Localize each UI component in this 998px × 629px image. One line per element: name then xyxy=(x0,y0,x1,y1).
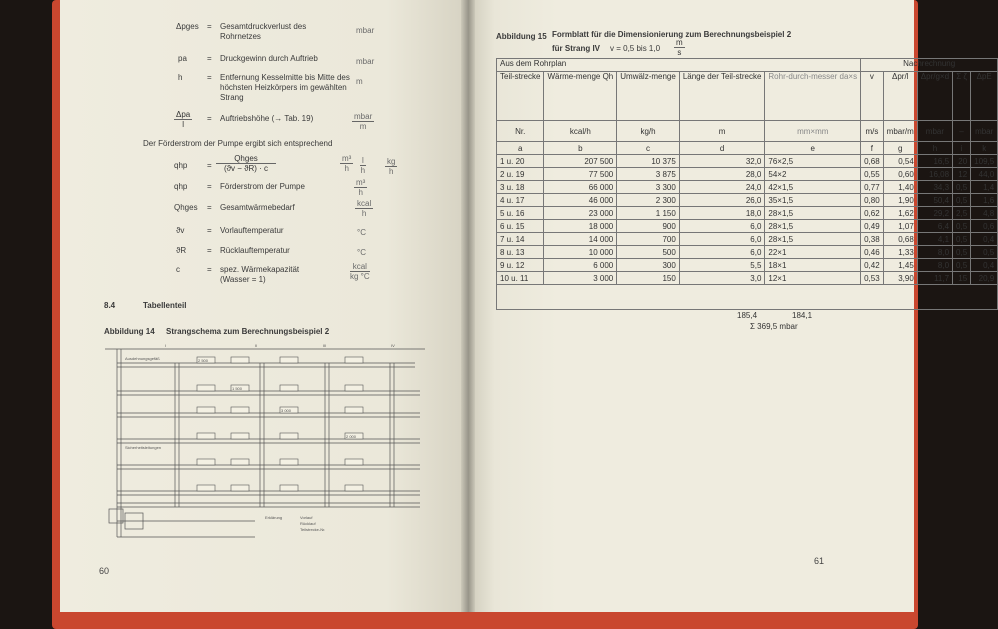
col-header: Teil-strecke xyxy=(497,72,544,121)
frac-num: Δpa xyxy=(176,110,191,119)
group-header-nachrechnung: Nachrechnung xyxy=(861,59,998,72)
table-cell: 3 u. 18 xyxy=(497,181,544,194)
sym-dp-ges: Δpges xyxy=(176,22,199,31)
frac-den: h xyxy=(358,188,363,197)
table-row xyxy=(497,246,998,259)
table-row xyxy=(497,207,998,220)
velocity-unit xyxy=(674,38,685,57)
frac-num: kg xyxy=(387,157,396,166)
table-cell: 0,5 xyxy=(971,246,998,259)
frac-den: h xyxy=(360,166,366,175)
table-cell: 28×1,5 xyxy=(765,207,861,220)
unit-cell: kcal/h xyxy=(544,121,617,142)
table-cell: 11,7 xyxy=(917,272,952,285)
table-group-row xyxy=(497,59,998,72)
table-cell: 1,90 xyxy=(883,194,917,207)
eq-sign: = xyxy=(207,203,212,212)
table-row xyxy=(497,194,998,207)
table-cell: 2 300 xyxy=(617,194,680,207)
frac-num: m³ xyxy=(342,154,352,163)
def-pa: Druckgewinn durch Auftrieb xyxy=(220,54,318,63)
strang-label: I xyxy=(165,343,167,348)
frac-den: s xyxy=(677,48,682,57)
def-dpa: Auftriebshöhe (→ Tab. 19) xyxy=(220,114,314,123)
table-cell: 20 xyxy=(953,155,971,168)
eq-sign: = xyxy=(207,73,212,82)
letter-cell: h xyxy=(917,142,952,155)
table-cell: 0,53 xyxy=(861,272,884,285)
unit-cell: mm×mm xyxy=(765,121,861,142)
frac-num: kcal xyxy=(350,262,370,272)
table-cell: 14 000 xyxy=(544,233,617,246)
table-cell: 6 000 xyxy=(544,259,617,272)
radiator-value: 2 500 xyxy=(198,358,209,363)
sym-h: h xyxy=(178,73,183,82)
table-sum-row xyxy=(497,285,998,310)
letter-cell: d xyxy=(679,142,765,155)
unit-cell: m xyxy=(679,121,765,142)
table-cell: 23 000 xyxy=(544,207,617,220)
velocity-range: v = 0,5 bis 1,0 xyxy=(610,44,661,53)
radiator-value: 1 500 xyxy=(232,386,243,391)
table-cell: 700 xyxy=(617,233,680,246)
def-qhp: Förderstrom der Pumpe xyxy=(220,182,305,191)
unit-theta-v: °C xyxy=(357,228,366,237)
table-cell: 28,0 xyxy=(679,168,765,181)
table-cell: 35×1,5 xyxy=(765,194,861,207)
table-cell: 7 u. 14 xyxy=(497,233,544,246)
group-header-rohrplan: Aus dem Rohrplan xyxy=(497,59,861,72)
diagram-label: Rücklauf xyxy=(300,521,316,526)
table-cell: 0,5 xyxy=(953,194,971,207)
frac-num: l xyxy=(362,156,364,165)
table-cell: 0,5 xyxy=(953,246,971,259)
table-cell: 0,5 xyxy=(953,220,971,233)
sym-qhges: Qhges xyxy=(174,203,198,212)
eq-sign: = xyxy=(207,114,212,123)
table-cell: 0,38 xyxy=(861,233,884,246)
letter-cell: i xyxy=(953,142,971,155)
table-cell: 1 u. 20 xyxy=(497,155,544,168)
eq-sign: = xyxy=(207,54,212,63)
letter-cell: e xyxy=(765,142,861,155)
table-cell: 1,6 xyxy=(971,194,998,207)
sym-c: c xyxy=(176,265,180,274)
table-cell: 0,77 xyxy=(861,181,884,194)
table-cell: 0,80 xyxy=(861,194,884,207)
sum-spacer xyxy=(497,285,918,310)
table-letter-row xyxy=(497,142,998,155)
table-row xyxy=(497,272,998,285)
table-cell: 300 xyxy=(617,259,680,272)
col-header: Rohr-durch-messer da×s xyxy=(765,72,861,121)
frac-den: (ϑv − ϑR) · c xyxy=(223,164,269,173)
table-cell: 12×1 xyxy=(765,272,861,285)
frac-den: h xyxy=(389,167,394,176)
diagram-label: Teilstrecke-Nr. xyxy=(300,527,326,532)
def-h: Entfernung Kesselmitte bis Mitte des höchsten Heizkörpers im gewählten Strang xyxy=(220,73,350,102)
unit-cell: mbar/m xyxy=(883,121,917,142)
table-cell: 0,5 xyxy=(953,181,971,194)
page-number-left: 60 xyxy=(99,566,110,576)
frac-num: m³ xyxy=(356,178,366,187)
unit-qhges xyxy=(355,199,373,218)
table-cell: 8,0 xyxy=(917,246,952,259)
radiator-value: 3 000 xyxy=(281,408,292,413)
table-cell: 26,0 xyxy=(679,194,765,207)
table-cell: 54×2 xyxy=(765,168,861,181)
table-cell: 3 300 xyxy=(617,181,680,194)
table-cell: 1 150 xyxy=(617,207,680,220)
table-cell: 0,55 xyxy=(861,168,884,181)
eq-sign: = xyxy=(207,161,212,170)
letter-cell: b xyxy=(544,142,617,155)
table-cell: 6,4 xyxy=(917,220,952,233)
frac-num: kcal xyxy=(357,199,372,208)
section-title: Tabellenteil xyxy=(143,301,187,310)
sym-qhp: qhp xyxy=(174,182,188,191)
table-cell: 900 xyxy=(617,220,680,233)
table-cell: 207 500 xyxy=(544,155,617,168)
formula-unit-kgh xyxy=(385,157,397,176)
def-qhges: Gesamtwärmebedarf xyxy=(220,203,295,212)
sym-dpa-over-l xyxy=(174,110,192,129)
table-cell: 76×2,5 xyxy=(765,155,861,168)
table-cell: 6,0 xyxy=(679,233,765,246)
unit-pa: mbar xyxy=(356,57,375,66)
table-cell: 1,07 xyxy=(883,220,917,233)
table-cell: 0,4 xyxy=(971,233,998,246)
table-header-row xyxy=(497,72,998,121)
unit-cell: Nr. xyxy=(497,121,544,142)
figure15-title: Formblatt für die Dimensionierung zum Berechnungsbeispiel 2 xyxy=(552,30,792,39)
total-sum: Σ 369,5 mbar xyxy=(750,322,798,331)
letter-cell: g xyxy=(883,142,917,155)
table-cell: 109,5 xyxy=(971,155,998,168)
table-cell: 22×1 xyxy=(765,246,861,259)
unit-cell: – xyxy=(953,121,971,142)
table-row xyxy=(497,168,998,181)
intro-text: Der Förderstrom der Pumpe ergibt sich entsprechend xyxy=(143,139,333,148)
unit-qhp xyxy=(354,178,367,197)
table-cell: 1,40 xyxy=(883,181,917,194)
col-header: ΔpE xyxy=(971,72,998,121)
sum-h: 185,4 xyxy=(737,311,758,320)
def-c: spez. Wärmekapazität (Wasser = 1) xyxy=(220,265,300,284)
table-cell: 0,68 xyxy=(861,155,884,168)
table-cell: 6 u. 15 xyxy=(497,220,544,233)
table-cell: 150 xyxy=(617,272,680,285)
eq-sign: = xyxy=(207,246,212,255)
figure15-label: Abbildung 15 xyxy=(496,32,547,41)
table-cell: 2,5 xyxy=(953,207,971,220)
letter-cell: k xyxy=(971,142,998,155)
frac-den: l xyxy=(182,120,185,129)
figure14-title: Strangschema zum Berechnungsbeispiel 2 xyxy=(166,327,330,336)
formula-unit-lh xyxy=(360,156,366,175)
table-cell: 18,0 xyxy=(679,207,765,220)
col-header: Länge der Teil-strecke xyxy=(679,72,765,121)
formula-lhs: qhp xyxy=(174,161,188,170)
table-row xyxy=(497,233,998,246)
letter-cell: f xyxy=(861,142,884,155)
table-cell: 10 u. 11 xyxy=(497,272,544,285)
table-cell: 8,0 xyxy=(917,259,952,272)
sum-cell xyxy=(917,285,997,310)
table-cell: 34,3 xyxy=(917,181,952,194)
col-header: Wärme-menge Qh xyxy=(544,72,617,121)
table-cell: 29,2 xyxy=(917,207,952,220)
col-header: Δpr/g×d xyxy=(917,72,952,121)
formula-unit-m3h xyxy=(340,154,353,173)
table-cell: 500 xyxy=(617,246,680,259)
figure15-subtitle: für Strang IV xyxy=(552,44,601,53)
def-theta-v: Vorlauftemperatur xyxy=(220,226,284,235)
table-cell: 10 000 xyxy=(544,246,617,259)
strang-label: III xyxy=(323,343,327,348)
table-cell: 0,42 xyxy=(861,259,884,272)
table-cell: 24,0 xyxy=(679,181,765,194)
strang-label: IV xyxy=(391,343,395,348)
table-cell: 50,4 xyxy=(917,194,952,207)
table-cell: 28×1,5 xyxy=(765,233,861,246)
section-number: 8.4 xyxy=(104,301,116,310)
col-header: Σ ζ xyxy=(953,72,971,121)
diagram-label: Sicherheitsleitungen xyxy=(125,445,162,450)
frac-den: kg °C xyxy=(350,272,370,281)
sym-theta-v: ϑv xyxy=(176,226,185,235)
def-theta-r: Rücklauftemperatur xyxy=(220,246,290,255)
table-cell: 4,1 xyxy=(917,233,952,246)
table-cell: 2 u. 19 xyxy=(497,168,544,181)
diagram-label: Vorlauf xyxy=(300,515,313,520)
table-cell: 3 875 xyxy=(617,168,680,181)
page-number-right: 61 xyxy=(814,556,825,566)
sym-pa: pa xyxy=(178,54,187,63)
frac-den: h xyxy=(361,209,367,218)
sum-k: 184,1 xyxy=(792,311,813,320)
unit-cell: kg/h xyxy=(617,121,680,142)
eq-sign: = xyxy=(207,226,212,235)
table-body xyxy=(497,155,998,285)
table-cell: 0,4 xyxy=(971,259,998,272)
table-cell: 44,0 xyxy=(971,168,998,181)
table-cell: 66 000 xyxy=(544,181,617,194)
diagram-label: Erklärung xyxy=(265,515,283,520)
diagram-label: Ausdehnungsgefäß xyxy=(125,356,160,361)
table-cell: 18 000 xyxy=(544,220,617,233)
unit-h: m xyxy=(356,77,363,86)
table-cell: 0,54 xyxy=(883,155,917,168)
strang-schema-diagram xyxy=(95,341,433,548)
table-cell: 3 000 xyxy=(544,272,617,285)
book-gutter xyxy=(461,0,475,612)
table-cell: 4,8 xyxy=(971,207,998,220)
unit-dpa xyxy=(352,112,374,131)
def-dp-ges: Gesamtdruckverlust des Rohrnetzes xyxy=(220,22,307,41)
frac-num: mbar xyxy=(354,112,373,121)
table-cell: 0,60 xyxy=(883,168,917,181)
letter-cell: c xyxy=(617,142,680,155)
radiator-value: 2 000 xyxy=(346,434,357,439)
table-row xyxy=(497,155,998,168)
table-row xyxy=(497,220,998,233)
table-cell: 16,5 xyxy=(917,155,952,168)
frac-den: h xyxy=(344,164,349,173)
eq-sign: = xyxy=(207,22,212,31)
eq-sign: = xyxy=(207,265,212,274)
table-cell: 0,46 xyxy=(861,246,884,259)
unit-cell: mbar xyxy=(917,121,952,142)
table-cell: 20,9 xyxy=(971,272,998,285)
table-row xyxy=(497,259,998,272)
table-cell: 0,68 xyxy=(883,233,917,246)
table-cell: 0,6 xyxy=(971,220,998,233)
sym-theta-r: ϑR xyxy=(176,246,187,255)
table-cell: 5 u. 16 xyxy=(497,207,544,220)
col-header: Umwälz-menge xyxy=(617,72,680,121)
table-cell: 3,0 xyxy=(679,272,765,285)
table-cell: 6,0 xyxy=(679,220,765,233)
unit-c xyxy=(350,262,370,281)
table-cell: 46 000 xyxy=(544,194,617,207)
frac-den: m xyxy=(359,122,367,131)
formula-fraction xyxy=(216,154,276,173)
frac-num: Qhges xyxy=(216,154,276,164)
table-cell: 1,33 xyxy=(883,246,917,259)
table-unit-row xyxy=(497,121,998,142)
table-cell: 0,62 xyxy=(861,207,884,220)
dimensioning-table xyxy=(496,58,998,310)
table-cell: 42×1,5 xyxy=(765,181,861,194)
unit-theta-r: °C xyxy=(357,248,366,257)
table-cell: 10 375 xyxy=(617,155,680,168)
unit-cell: m/s xyxy=(861,121,884,142)
table-cell: 9 u. 12 xyxy=(497,259,544,272)
eq-sign: = xyxy=(207,182,212,191)
table-cell: 12 xyxy=(953,168,971,181)
table-cell: 18×1 xyxy=(765,259,861,272)
figure14-label: Abbildung 14 xyxy=(104,327,155,336)
col-header: v xyxy=(861,72,884,121)
col-header: Δpr/l xyxy=(883,72,917,121)
table-cell: 28×1,5 xyxy=(765,220,861,233)
table-cell: 3,90 xyxy=(883,272,917,285)
table-cell: 77 500 xyxy=(544,168,617,181)
table-cell: 1,4 xyxy=(971,181,998,194)
frac-num: m xyxy=(676,38,683,47)
strang-label: II xyxy=(255,343,258,348)
table-cell: 0,49 xyxy=(861,220,884,233)
table-cell: 1,45 xyxy=(883,259,917,272)
table-cell: 6,0 xyxy=(679,246,765,259)
table-cell: 0,5 xyxy=(953,233,971,246)
table-row xyxy=(497,181,998,194)
table-cell: 5,5 xyxy=(679,259,765,272)
letter-cell: a xyxy=(497,142,544,155)
table-cell: 4 u. 17 xyxy=(497,194,544,207)
unit-dp-ges: mbar xyxy=(356,26,375,35)
table-cell: 0,5 xyxy=(953,259,971,272)
table-cell: 15 xyxy=(953,272,971,285)
table-cell: 8 u. 13 xyxy=(497,246,544,259)
table-cell: 16,08 xyxy=(917,168,952,181)
table-cell: 1,62 xyxy=(883,207,917,220)
table-cell: 32,0 xyxy=(679,155,765,168)
unit-cell: mbar xyxy=(971,121,998,142)
